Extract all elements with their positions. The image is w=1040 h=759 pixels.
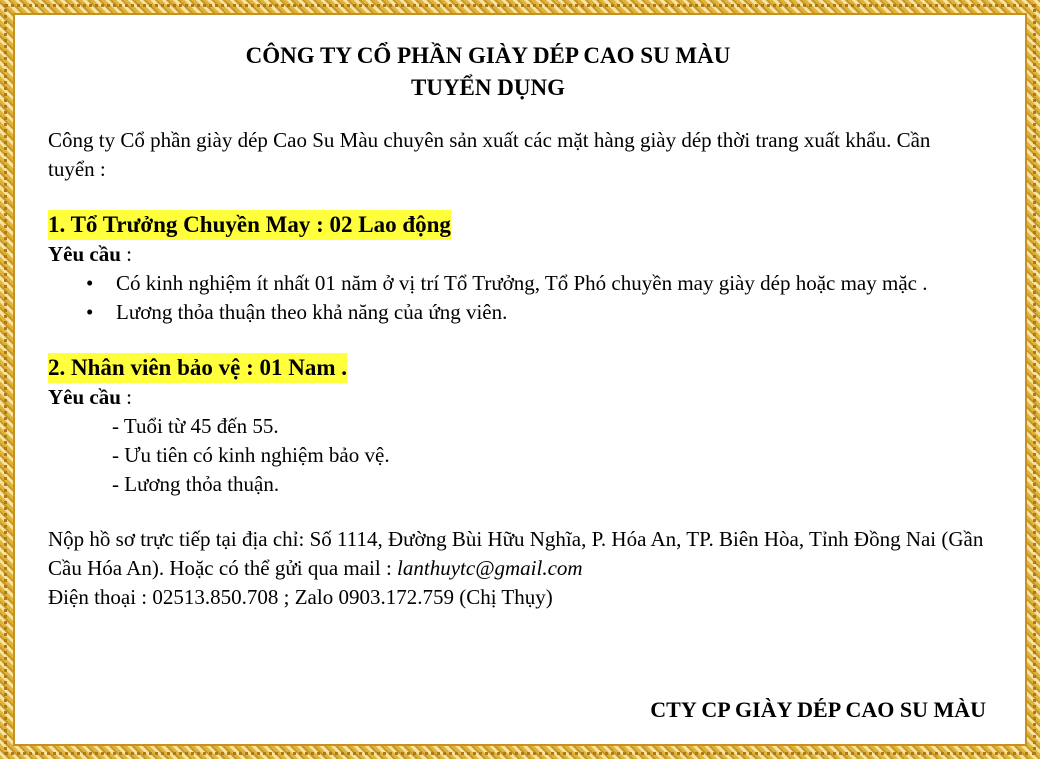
position-heading: 2. Nhân viên bảo vệ : 01 Nam . (48, 353, 347, 383)
position-heading: 1. Tổ Trưởng Chuyền May : 02 Lao động (48, 210, 451, 240)
list-item (48, 269, 976, 298)
address-text: Nộp hồ sơ trực tiếp tại địa chỉ: Số 1114, Đường Bùi Hữu Nghĩa, P. Hóa An, TP. Biên Hòa, Tỉnh Đồng Nai (Gần Cầu Hóa An). Hoặc có thể gửi qua mail : (48, 527, 984, 580)
req-label-text: Yêu cầu (48, 385, 121, 409)
req-label-text: Yêu cầu (48, 242, 121, 266)
address-line (48, 525, 988, 583)
list-item: - Tuổi từ 45 đến 55. (112, 414, 279, 438)
requirements-list (48, 269, 998, 327)
bullet-icon: • (86, 300, 94, 324)
job-posting (48, 40, 998, 612)
list-item (48, 298, 976, 327)
req-label-colon: : (120, 385, 133, 409)
list-item: - Lương thỏa thuận. (112, 472, 280, 496)
page-title: TUYỂN DỤNG (411, 75, 565, 100)
company-name: CÔNG TY CỔ PHẦN GIÀY DÉP CAO SU MÀU (245, 43, 731, 68)
list-item-text: Có kinh nghiệm ít nhất 01 năm ở vị trí Tổ Trưởng, Tổ Phó chuyền may giày dép hoặc may mặc . (116, 271, 928, 295)
list-item: - Ưu tiên có kinh nghiệm bảo vệ. (112, 443, 390, 467)
position-1 (48, 210, 998, 327)
company-signature: CTY CP GIÀY DÉP CAO SU MÀU (650, 697, 986, 722)
intro-text: Công ty Cổ phần giày dép Cao Su Màu chuyên sản xuất các mặt hàng giày dép thời trang xuất khẩu. Cần tuyển : (48, 128, 931, 181)
req-label-colon: : (120, 242, 133, 266)
bullet-icon: • (86, 271, 94, 295)
email-link[interactable]: lanthuytc@gmail.com (397, 556, 583, 580)
header (48, 40, 928, 104)
requirements-label (48, 383, 998, 412)
phone-line: Điện thoại : 02513.850.708 ; Zalo 0903.172.759 (Chị Thụy) (48, 585, 553, 609)
requirements-list (48, 412, 998, 499)
contact-info (48, 525, 988, 612)
list-item-text: Lương thỏa thuận theo khả năng của ứng viên. (116, 300, 508, 324)
requirements-label (48, 240, 998, 269)
position-2 (48, 353, 998, 499)
